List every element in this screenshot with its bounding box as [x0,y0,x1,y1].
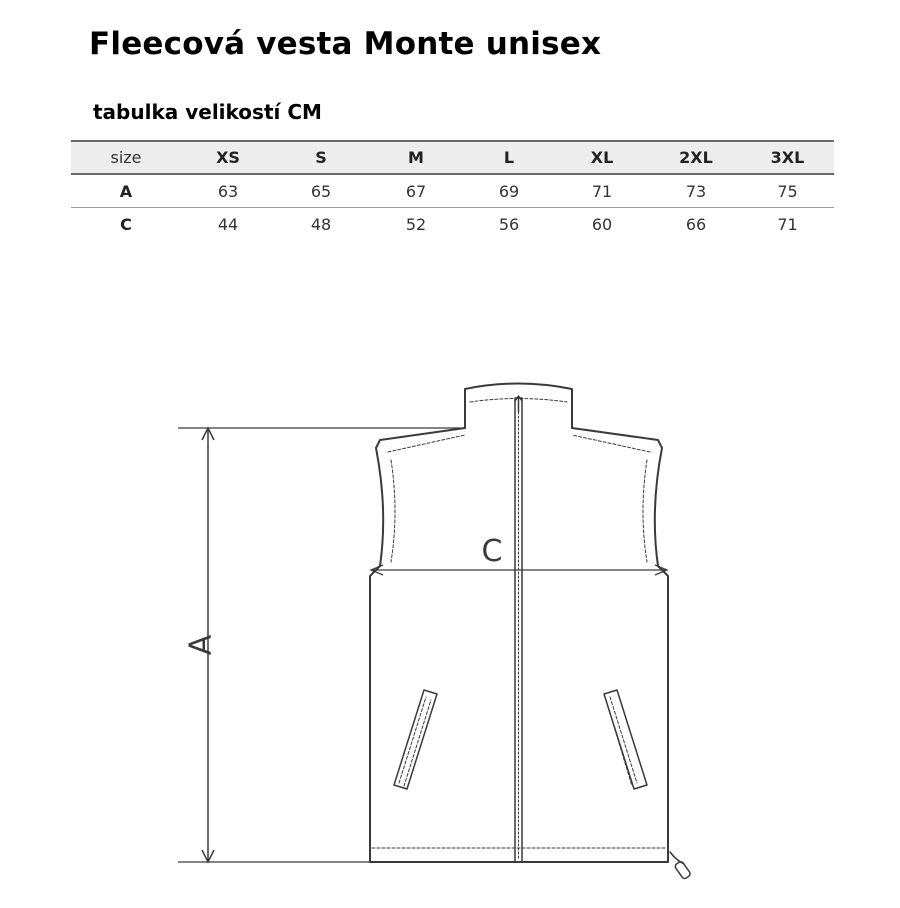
size-3xl: 3XL [741,141,834,174]
table-subtitle: tabulka velikostí CM [93,100,322,124]
row-label: A [71,174,181,208]
vest-pocket-left [394,690,437,789]
vest-stitch-right [572,435,650,562]
size-2xl: 2XL [651,141,741,174]
measure-c-label: C [481,534,503,569]
measure-a-label: A [183,634,219,656]
table-cell: 52 [405,214,427,234]
table-cell: 69 [465,174,553,208]
size-xl: XL [553,141,651,174]
size-s: S [275,141,367,174]
table-cell: 71 [777,214,798,234]
table-cell: 60 [591,214,613,234]
table-cell: 56 [498,214,520,234]
table-cell: 48 [310,214,332,234]
table-cell: 44 [217,214,239,234]
table-cell: 75 [741,174,834,208]
table-cell: 66 [685,214,707,234]
page-title: Fleecová vesta Monte unisex [89,26,602,62]
size-xs: XS [181,141,275,174]
size-header-label: size [71,141,181,174]
size-l: L [465,141,553,174]
table-cell: 71 [553,174,651,208]
table-cell: 63 [181,174,275,208]
table-cell: 67 [367,174,465,208]
vest-stitch-left [388,435,465,562]
size-m: M [367,141,465,174]
vest-pocket-right [604,690,647,789]
table-cell: 73 [651,174,741,208]
table-cell: 65 [275,174,367,208]
row-label: C [120,214,132,234]
